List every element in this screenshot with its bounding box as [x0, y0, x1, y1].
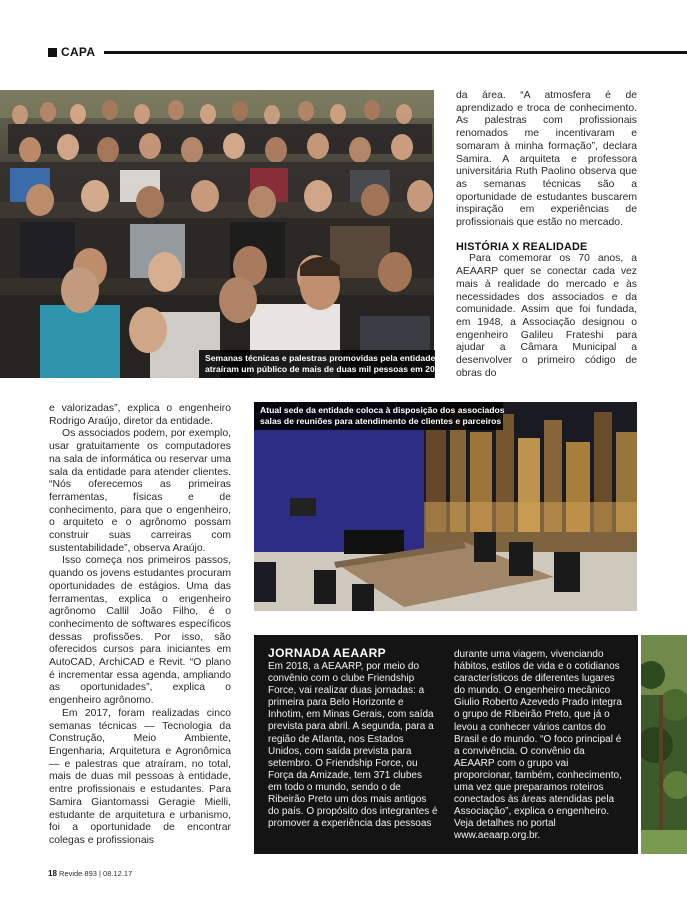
page-footer [48, 869, 132, 878]
paragraph: da área. “A atmosfera é de aprendizado e troca de conhecimento. As palestras com profissionais renomados me incentivaram e somaram à minha formação”, declara Samira. A arquiteta e professora universitária Ruth Paolino observa que as semanas técnicas são a oportunidade de estudantes buscarem inspiração em experiências de profissionais que estão no mercado. [456, 90, 637, 229]
paragraph: Os associados podem, por exemplo, usar gratuitamente os computadores na sala de informática ou reservar uma sala da entidade para atender clientes. “Nós oferecemos as primeiras ferramentas, físicas e de conhecimento, para que o engenheiro, o arquiteto e o agrônomo possam construir suas carreiras com sustentabilidade”, observa Araújo. [49, 428, 231, 554]
audience-photo-caption [199, 350, 445, 378]
sidebar-title: JORNADA AEAARP [268, 646, 387, 660]
page-number: 18 [48, 869, 57, 878]
section-label: CAPA [61, 45, 96, 59]
audience-illustration [0, 90, 445, 378]
article-column-left [49, 403, 231, 848]
caption-line: salas de reuniões para atendimento de clientes e parceiros [260, 416, 502, 426]
sidebar-paragraph: Em 2018, a AEAARP, por meio do convênio com o clube Friendship Force, vai realizar duas jornadas: a primeira para Belo Horizonte e Inhotim, em Minas Gerais, com saída prevista para abril. A segunda, para a região de Atlanta, nos Estados Unidos, com saída prevista para setembro. O Friendship Force, ou Força da Amizade, tem 371 clubes em todo o mundo, sendo o de Ribeirão Preto um dos mais antigos do país. O propósito dos integrantes é promover a experiência das pessoas [268, 661, 438, 830]
subheading: HISTÓRIA X REALIDADE [456, 240, 588, 253]
sidebar-column-1 [268, 661, 438, 830]
paragraph: Em 2017, foram realizadas cinco semanas técnicas — Tecnologia da Construção, Meio Ambiente, Engenharia, Arquitetura e Agronômica — e palestras que atraíram, no total, mais de duas mil pessoas à entidade, entre profissionais e estudantes. Para Samira Giantomassi Geragie Mielli, estudante de arquitetura e urbanismo, foi a oportunidade de encontrar colegas e profissionais [49, 707, 231, 846]
sidebar-column-2 [454, 649, 626, 843]
audience-photo [0, 90, 445, 378]
garden-photo [641, 635, 687, 854]
garden-illustration [641, 635, 687, 854]
caption-line: atraíram um público de mais de duas mil pessoas em 2017 [205, 364, 445, 374]
sidebar-box [254, 635, 638, 854]
article-column-right [456, 90, 637, 380]
caption-line: Atual sede da entidade coloca à disposição dos associados [260, 405, 505, 415]
publication-info: Revide 893 | 08.12.17 [59, 869, 133, 878]
meeting-room-caption [254, 402, 503, 430]
meeting-room-illustration [254, 402, 637, 611]
meeting-room-photo [254, 402, 637, 611]
section-marker [48, 48, 57, 57]
paragraph: Isso começa nos primeiros passos, quando os jovens estudantes procuram oportunidades de estágios. Uma das ferramentas, explica o engenheiro agrônomo Callil João Filho, é o conhecimento de softwares específicos dessas profissões. Por isso, são oferecidos cursos para iniciantes em AutoCAD, ArchiCAD e Revit. “O plano é incrementar essa agenda, ampliando as oportunidades”, explica o engenheiro agrônomo. [49, 555, 231, 707]
sidebar-paragraph: durante uma viagem, vivenciando hábitos, estilos de vida e o cotidianos característicos de diferentes lugares do mundo. O engenheiro mecânico Giulio Roberto Azevedo Prado integra o grupo de Ribeirão Preto, que já o levou a conhecer vários cantos do Brasil e do mundo. “O foco principal é a convivência. O convênio da AEAARP com o grupo vai proporcionar, também, conhecimento, uma vez que preparamos roteiros conectados às áreas atendidas pela Associação”, explica o engenheiro. Veja detalhes no portal www.aeaarp.org.br. [454, 649, 622, 842]
section-rule [104, 51, 687, 54]
caption-line: Semanas técnicas e palestras promovidas pela entidade [205, 353, 436, 363]
paragraph: e valorizadas”, explica o engenheiro Rodrigo Araújo, diretor da entidade. [49, 403, 231, 427]
paragraph: Para comemorar os 70 anos, a AEAARP quer se conectar cada vez mais à realidade do mercado e às necessidades dos associados e da comunidade. Assim que foi fundada, em 1948, a Associação designou o engenheiro Galileu Frateshi para ajudar a Câmara Municipal a desenvolver o primeiro código de obras do [456, 253, 637, 379]
